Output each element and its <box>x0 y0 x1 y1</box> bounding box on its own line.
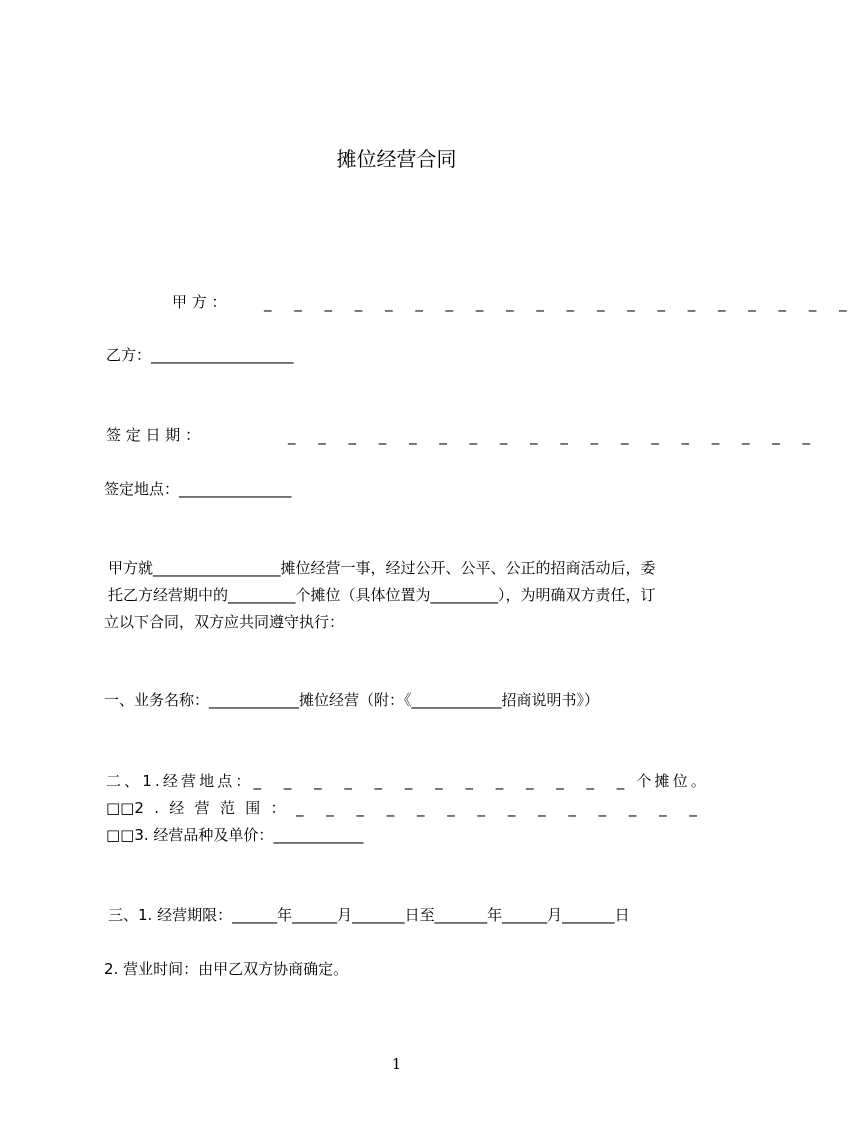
document-title: 摊位经营合同 <box>336 147 457 171</box>
intro-blank: _________________ <box>153 559 281 577</box>
section-2-char: 、 <box>124 772 140 790</box>
section-1-blank: ____________ <box>411 691 502 709</box>
intro-text: 摊位经营一事，经过公开、公平、公正的招商活动后，委 <box>280 559 656 577</box>
party-b-line <box>106 345 294 365</box>
section-2-char: 围 <box>245 799 261 817</box>
intro-text: 甲方就 <box>108 559 154 577</box>
party-b-blank: ___________________ <box>151 346 294 364</box>
section-1-blank: ____________ <box>209 691 300 709</box>
intro-blank: _________ <box>430 586 499 604</box>
section-2-char: 二 <box>106 772 122 790</box>
section-2-char: 经 <box>162 772 178 790</box>
section-2-char: 营 <box>194 799 210 817</box>
section-2-blank: ____________ <box>273 826 364 844</box>
sign-place-label: 签定地点： <box>104 480 180 498</box>
section-1-text: 招商说明书》） <box>501 691 600 709</box>
section-2-char: 地 <box>199 772 215 790</box>
section-2-char: 。 <box>690 772 706 790</box>
section-1-text: 摊位经营（附：《 <box>299 691 412 709</box>
section-2-blank: _ _ _ _ _ _ _ _ _ _ _ _ _ _ <box>295 799 706 817</box>
section-2-char: . <box>154 799 159 817</box>
section-2-line-1 <box>106 771 706 791</box>
section-2-char: ： <box>235 772 251 790</box>
section-2-char: 1 <box>142 772 152 790</box>
party-a-blank: _ _ _ _ _ _ _ _ _ _ _ _ _ _ _ _ _ _ _ _ <box>264 294 856 312</box>
section-2-char: 位 <box>672 772 688 790</box>
section-2-char: 摊 <box>654 772 670 790</box>
section-2-char: 经 <box>169 799 185 817</box>
sign-place-blank: _______________ <box>179 480 292 498</box>
intro-line-2 <box>108 585 656 605</box>
section-1-label: 一、业务名称： <box>104 691 210 709</box>
sign-date-label: 签 定 日 期 ： <box>106 426 201 444</box>
intro-text: ），为明确双方责任，订 <box>498 586 656 604</box>
party-b-label: 乙方： <box>106 346 152 364</box>
section-2-line-3 <box>106 825 363 845</box>
sign-place-line <box>104 479 292 499</box>
intro-blank: _________ <box>228 586 296 604</box>
section-2-char: 个 <box>636 772 652 790</box>
section-2-label: □□3. 经营品种及单价： <box>106 826 274 844</box>
intro-line-1 <box>108 558 656 578</box>
section-2-char: □□2 <box>106 799 144 817</box>
intro-text: 个摊位（具体位置为 <box>295 586 431 604</box>
section-3-line-2: 2. 营业时间：由甲乙双方协商确定。 <box>104 960 349 978</box>
page-number: 1 <box>391 1055 402 1073</box>
section-2-blank: _ _ _ _ _ _ _ _ _ _ _ _ _ <box>253 772 634 790</box>
intro-line-3: 立以下合同，双方应共同遵守执行： <box>104 613 345 631</box>
section-2-line-2 <box>106 798 706 818</box>
party-a-label: 甲 方 ： <box>172 293 227 311</box>
section-2-char: 营 <box>181 772 197 790</box>
intro-text: 托乙方经营期中的 <box>108 586 229 604</box>
section-1-line <box>104 690 599 710</box>
section-2-char: . <box>154 772 160 790</box>
section-2-char: ： <box>270 799 286 817</box>
section-3-line-1: 三、1. 经营期限：______年______月_______日至_______年______月_______日 <box>108 906 630 924</box>
sign-date-blank: _ _ _ _ _ _ _ _ _ _ _ _ _ _ _ _ _ _ <box>288 427 820 445</box>
section-2-char: 范 <box>219 799 235 817</box>
section-2-char: 点 <box>217 772 233 790</box>
